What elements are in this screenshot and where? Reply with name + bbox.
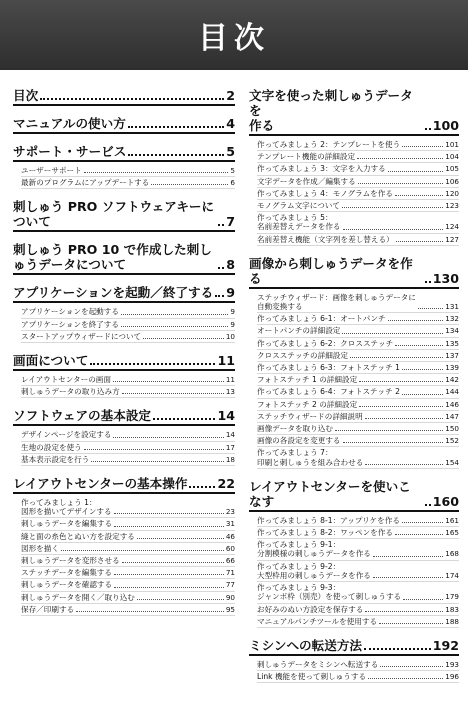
page-header (0, 0, 468, 70)
dot-leader (61, 550, 224, 551)
toc-entry[interactable] (21, 306, 235, 318)
section-page-number: 7 (226, 214, 235, 230)
entry-page-number: 123 (445, 201, 459, 211)
section-page-number: 14 (217, 408, 235, 424)
dot-leader (358, 183, 444, 184)
toc-entry[interactable] (21, 518, 235, 530)
dot-leader (403, 599, 443, 600)
entry-page-number: 10 (225, 331, 235, 341)
toc-entry[interactable] (257, 447, 459, 468)
entry-page-number: 174 (445, 570, 459, 580)
dot-leader (121, 326, 228, 327)
section-items (249, 656, 459, 683)
section-page-number: 192 (432, 637, 459, 653)
dot-leader (388, 171, 444, 172)
entry-page-number: 11 (225, 375, 235, 385)
toc-entry[interactable] (257, 386, 459, 398)
dot-leader (425, 281, 431, 283)
entry-page-number: 106 (445, 176, 459, 186)
entry-label: 縫と面の糸色とぬい方を設定する (21, 531, 135, 541)
section-title: アプリケーションを起動／終了する (13, 285, 214, 301)
dot-leader (368, 678, 443, 679)
entry-label: 作ってみましょう 9-1： 分割模様の刺しゅうデータを作る (257, 540, 371, 559)
entry-page-number: 179 (445, 592, 459, 602)
toc-entry[interactable] (257, 399, 459, 411)
dot-leader (388, 320, 444, 321)
entry-page-number: 193 (445, 659, 459, 669)
entry-label: 画像データを取り込む (257, 424, 333, 434)
entry-page-number: 17 (225, 442, 235, 452)
toc-entry[interactable] (21, 555, 235, 567)
toc-entry[interactable] (21, 497, 235, 518)
entry-page-number: 154 (445, 457, 459, 467)
entry-page-number: 95 (225, 604, 235, 614)
entry-label: 図形を描く (21, 543, 59, 553)
toc-entry[interactable] (21, 429, 235, 441)
dot-leader (395, 345, 443, 346)
entry-label: 作ってみましょう 9-2： 大型枠用の刺しゅうデータを作る (257, 561, 371, 580)
toc-entry[interactable] (257, 234, 459, 246)
entry-page-number: 132 (445, 314, 459, 324)
dot-leader (365, 418, 444, 419)
section-title: 文字を使った刺しゅうデータを 作る (249, 88, 413, 133)
toc-entry[interactable] (21, 531, 235, 543)
toc-entry[interactable] (21, 543, 235, 555)
entry-page-number: 183 (445, 604, 459, 614)
toc-entry[interactable] (257, 350, 459, 362)
toc-entry[interactable] (257, 163, 459, 175)
dot-leader (113, 437, 223, 438)
dot-leader (365, 611, 443, 612)
entry-page-number: 66 (225, 556, 235, 566)
dot-leader (350, 357, 443, 358)
entry-label: 作ってみましょう 9-3： ジャンボ枠（別売）を使って刺しゅうする (257, 583, 402, 602)
dot-leader (114, 526, 224, 527)
toc-entry[interactable] (21, 604, 235, 616)
entry-label: クロスステッチの詳細設定 (257, 350, 348, 360)
dot-leader (343, 442, 444, 443)
toc-entry[interactable] (21, 442, 235, 454)
toc-entry[interactable] (257, 200, 459, 212)
entry-page-number: 105 (445, 164, 459, 174)
toc-entry[interactable] (21, 386, 235, 398)
toc-entry[interactable] (21, 567, 235, 579)
section-heading[interactable] (13, 242, 235, 275)
entry-label: 作ってみましょう 4：モノグラムを作る (257, 188, 393, 198)
dot-leader (143, 338, 224, 339)
dot-leader (84, 172, 229, 173)
section-heading[interactable] (13, 199, 235, 232)
toc-right-column (249, 88, 459, 693)
section-title: ソフトウェアの基本設定 (13, 408, 152, 424)
dot-leader (90, 363, 215, 365)
toc-entry[interactable] (21, 592, 235, 604)
dot-leader (357, 158, 443, 159)
section-page-number: 22 (217, 476, 235, 492)
section-page-number: 11 (217, 353, 235, 369)
entry-page-number: 124 (445, 222, 459, 232)
entry-label: モノグラム文字について (257, 201, 340, 211)
section-items (249, 512, 459, 628)
dot-leader (335, 430, 443, 431)
dot-leader (425, 128, 431, 130)
dot-leader (359, 406, 443, 407)
toc-entry[interactable] (257, 561, 459, 582)
entry-label: Link 機能を使って刺しゅうする (257, 672, 367, 682)
entry-page-number: 137 (445, 350, 459, 360)
toc-entry[interactable] (21, 165, 235, 177)
toc-section (13, 144, 235, 189)
entry-page-number: 77 (225, 580, 235, 590)
dot-leader (402, 369, 443, 370)
section-title: 刺しゅう PRO ソフトウェアキーについて (13, 199, 215, 230)
dot-leader (91, 461, 224, 462)
toc-section (13, 285, 235, 343)
entry-label: 作ってみましょう 8-1：アップリケを作る (257, 515, 400, 525)
dot-leader (342, 333, 443, 334)
entry-page-number: 161 (445, 515, 459, 525)
dot-leader (218, 224, 224, 226)
entry-label: レイアウトセンターの画面 (21, 375, 111, 385)
entry-page-number: 13 (225, 387, 235, 397)
dot-leader (359, 381, 443, 382)
toc-entry[interactable] (21, 331, 235, 343)
dot-leader (402, 522, 443, 523)
entry-label: 刺しゅうデータをミシンへ転送する (257, 659, 379, 669)
section-items (249, 289, 459, 469)
dot-leader (343, 229, 444, 230)
page-title: 目次 (198, 21, 270, 56)
entry-page-number: 90 (225, 592, 235, 602)
toc-section (249, 256, 459, 469)
section-heading[interactable] (249, 479, 459, 512)
section-page-number: 160 (432, 493, 459, 509)
entry-label: 刺しゅうデータを変形させる (21, 556, 120, 566)
dot-leader (380, 666, 443, 667)
dot-leader (151, 184, 228, 185)
entry-page-number: 101 (445, 140, 459, 149)
section-heading[interactable] (13, 116, 235, 134)
section-heading[interactable] (249, 256, 459, 289)
entry-page-number: 6 (230, 178, 235, 188)
toc-left-column (13, 88, 235, 626)
toc-section (13, 116, 235, 134)
dot-leader (342, 207, 443, 208)
toc-section (13, 408, 235, 466)
section-heading[interactable] (249, 638, 459, 656)
toc-section (13, 242, 235, 275)
toc-entry[interactable] (257, 515, 459, 527)
entry-label: 作ってみましょう 3：文字を入力する (257, 164, 386, 174)
entry-page-number: 23 (225, 507, 235, 517)
toc-entry[interactable] (257, 374, 459, 386)
section-page-number: 2 (226, 88, 235, 103)
section-page-number: 9 (226, 285, 235, 301)
dot-leader (189, 486, 215, 488)
toc-entry[interactable] (257, 176, 459, 188)
entry-label: 名前差替え機能（文字列を差し替える） (257, 234, 394, 244)
dot-leader (365, 464, 443, 465)
section-heading[interactable] (249, 88, 459, 136)
entry-label: 作ってみましょう 8-2：ワッペンを作る (257, 528, 393, 538)
entry-label: フォトステッチ 1 の詳細設定 (257, 375, 358, 385)
toc-entry[interactable] (257, 604, 459, 616)
toc-section (249, 479, 459, 628)
dot-leader (402, 146, 443, 147)
entry-page-number: 188 (445, 616, 459, 626)
entry-label: 作ってみましょう 2：テンプレートを使う (257, 140, 401, 149)
entry-label: 最新のプログラムにアップデートする (21, 178, 150, 188)
entry-label: 作ってみましょう 1： 図形を描いてデザインする (21, 498, 112, 517)
dot-leader (396, 241, 444, 242)
toc-section (13, 88, 235, 106)
entry-label: 作ってみましょう 7： 印刷と刺しゅうを組み合わせる (257, 448, 364, 467)
section-items (13, 371, 235, 398)
entry-page-number: 196 (445, 672, 459, 682)
entry-page-number: 14 (225, 430, 235, 440)
toc-entry[interactable] (257, 151, 459, 163)
section-title: レイアウトセンターの基本操作 (13, 476, 188, 492)
dot-leader (373, 556, 443, 557)
entry-page-number: 144 (445, 387, 459, 397)
dot-leader (128, 154, 224, 156)
entry-page-number: 31 (225, 519, 235, 529)
toc-entry[interactable] (257, 338, 459, 350)
entry-label: 画像の各設定を変更する (257, 436, 341, 446)
dot-leader (113, 381, 224, 382)
entry-label: 作ってみましょう 6-2：クロスステッチ (257, 338, 394, 348)
section-heading[interactable] (13, 144, 235, 162)
toc-entry[interactable] (257, 313, 459, 325)
entry-label: ステッチデータを編集する (21, 568, 112, 578)
entry-label: アプリケーションを起動する (21, 307, 119, 317)
dot-leader (40, 98, 224, 100)
dot-leader (137, 599, 224, 600)
entry-label: デザインページを設定する (21, 430, 112, 440)
entry-page-number: 131 (445, 302, 459, 312)
section-page-number: 100 (432, 118, 459, 133)
entry-page-number: 18 (225, 454, 235, 464)
entry-page-number: 146 (445, 399, 459, 409)
entry-label: お好みのぬい方設定を保存する (257, 604, 364, 614)
toc-entry[interactable] (21, 177, 235, 189)
entry-page-number: 150 (445, 424, 459, 434)
entry-label: 刺しゅうデータを確認する (21, 580, 113, 590)
entry-page-number: 135 (445, 338, 459, 348)
dot-leader (395, 534, 443, 535)
toc-entry[interactable] (257, 139, 459, 151)
dot-leader (114, 587, 224, 588)
toc-entry[interactable] (257, 671, 459, 683)
entry-label: ユーザーサポート (21, 166, 82, 175)
toc-entry[interactable] (257, 423, 459, 435)
section-title: サポート・サービス (13, 144, 127, 159)
section-title: ミシンへの転送方法 (249, 637, 363, 653)
section-heading[interactable] (13, 408, 235, 426)
entry-page-number: 5 (230, 166, 235, 175)
section-page-number: 130 (432, 270, 459, 286)
toc-section (13, 476, 235, 616)
dot-leader (137, 538, 224, 539)
section-items (13, 162, 235, 189)
entry-label: オートパンチの詳細設定 (257, 326, 341, 336)
dot-leader (84, 449, 224, 450)
section-items (13, 426, 235, 466)
dot-leader (418, 308, 443, 309)
entry-label: 文字データを作成／編集する (257, 176, 356, 186)
toc-entry[interactable] (21, 454, 235, 466)
entry-page-number: 139 (445, 363, 459, 373)
entry-label: 刺しゅうデータを開く／取り込む (21, 592, 135, 602)
section-heading[interactable] (13, 88, 235, 106)
entry-label: 基本表示設定を行う (21, 454, 90, 464)
entry-page-number: 142 (445, 375, 459, 385)
toc-entry[interactable] (257, 616, 459, 628)
toc-entry[interactable] (257, 582, 459, 603)
toc-entry[interactable] (257, 539, 459, 560)
dot-leader (215, 295, 224, 297)
entry-label: フォトステッチ 2 の詳細設定 (257, 399, 358, 409)
toc-entry[interactable] (21, 374, 235, 386)
toc-entry[interactable] (257, 411, 459, 423)
section-heading[interactable] (13, 353, 235, 371)
entry-label: 生地の設定を使う (21, 442, 82, 452)
toc-entry[interactable] (257, 212, 459, 233)
dot-leader (364, 648, 431, 650)
dot-leader (153, 418, 215, 420)
entry-label: ステッチウィザードの詳細説明 (257, 411, 363, 421)
entry-label: 作ってみましょう 6-4：フォトステッチ 2 (257, 387, 400, 397)
toc-entry[interactable] (257, 188, 459, 200)
section-title: マニュアルの使い方 (13, 116, 126, 131)
toc-entry[interactable] (257, 292, 459, 313)
entry-page-number: 134 (445, 326, 459, 336)
dot-leader (402, 394, 443, 395)
entry-page-number: 147 (445, 411, 459, 421)
dot-leader (425, 504, 431, 506)
dot-leader (76, 611, 224, 612)
entry-page-number: 168 (445, 549, 459, 559)
toc-entry[interactable] (257, 659, 459, 671)
dot-leader (379, 623, 443, 624)
dot-leader (114, 574, 224, 575)
toc-section (13, 353, 235, 398)
section-page-number: 5 (226, 144, 235, 159)
section-items (13, 494, 235, 616)
dot-leader (114, 513, 224, 514)
toc-entry[interactable] (257, 362, 459, 374)
entry-page-number: 152 (445, 436, 459, 446)
toc-entry[interactable] (21, 319, 235, 331)
section-title: 目次 (13, 88, 39, 103)
entry-label: 作ってみましょう 6-3：フォトステッチ 1 (257, 363, 400, 373)
dot-leader (128, 126, 224, 128)
entry-page-number: 127 (445, 234, 459, 244)
entry-label: ステッチウィザード：画像を刺しゅうデータに 自動変換する (257, 292, 416, 312)
section-items (13, 303, 235, 343)
entry-page-number: 71 (225, 568, 235, 578)
dot-leader (122, 562, 224, 563)
entry-page-number: 104 (445, 152, 459, 162)
toc-section (249, 638, 459, 683)
section-title: レイアウトセンターを使いこなす (249, 478, 411, 509)
entry-label: 作ってみましょう 6-1：オートパンチ (257, 314, 386, 324)
entry-page-number: 60 (225, 543, 235, 553)
toc-entry[interactable] (257, 435, 459, 447)
toc-section (249, 88, 459, 246)
toc-section (13, 199, 235, 232)
section-heading[interactable] (13, 476, 235, 494)
entry-label: 刺しゅうデータを編集する (21, 519, 113, 529)
dot-leader (373, 577, 443, 578)
section-items (249, 136, 459, 246)
entry-page-number: 165 (445, 528, 459, 538)
dot-leader (395, 195, 443, 196)
entry-label: スタートアップウィザードについて (21, 331, 142, 341)
entry-page-number: 9 (230, 307, 235, 317)
section-heading[interactable] (13, 285, 235, 303)
entry-label: マニュアルパンチツールを使用する (257, 616, 378, 626)
entry-page-number: 46 (225, 531, 235, 541)
dot-leader (122, 393, 224, 394)
entry-label: アプリケーションを終了する (21, 319, 119, 329)
section-title: 画像から刺しゅうデータを作る (249, 255, 413, 286)
section-page-number: 4 (226, 116, 235, 131)
entry-label: テンプレート機能の詳細設定 (257, 152, 356, 162)
entry-label: 刺しゅうデータの取り込み方 (21, 387, 120, 397)
toc-entry[interactable] (257, 325, 459, 337)
section-title: 画面について (13, 353, 89, 369)
entry-label: 保存／印刷する (21, 604, 75, 614)
entry-page-number: 9 (230, 319, 235, 329)
section-title: 刺しゅう PRO 10 で作成した刺しゅうデータについて (13, 242, 212, 273)
section-page-number: 8 (226, 257, 235, 273)
dot-leader (121, 314, 228, 315)
toc-entry[interactable] (257, 527, 459, 539)
dot-leader (218, 267, 224, 269)
entry-page-number: 120 (445, 188, 459, 198)
toc-entry[interactable] (21, 579, 235, 591)
entry-label: 作ってみましょう 5： 名前差替えデータを作る (257, 213, 341, 232)
